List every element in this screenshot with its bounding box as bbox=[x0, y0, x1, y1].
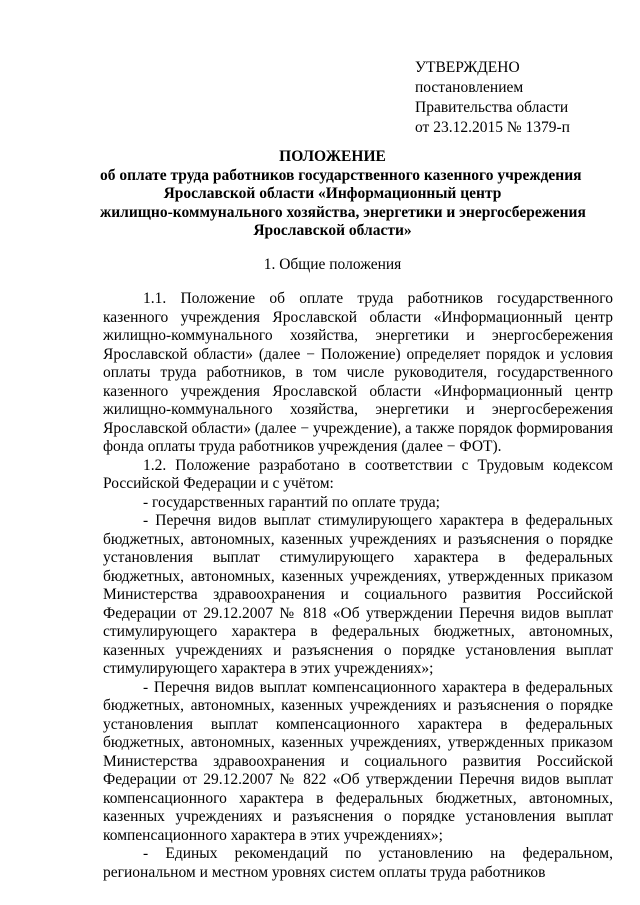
list-item-compensation-payments: - Перечня видов выплат компенсационного характера в федеральных бюджетных, автономных, казенных учреждениях и разъяснения о порядке установления выплат компенсационного характера в федеральных бюджетных, автономных, казенных учреждениях, утвержденных приказом Министерства здравоохранения и социального развития Российской Федерации от 29.12.2007 № 822 «Об утверждении Перечня видов выплат компенсационного характера в федеральных бюджетных, автономных, казенных учреждениях и разъяснения о порядке установления выплат компенсационного характера в этих учреждениях»; bbox=[103, 678, 613, 844]
approval-line-date-number: от 23.12.2015 № 1379-п bbox=[415, 119, 570, 136]
title-line-3: Ярославской области «Информационный центр bbox=[163, 185, 502, 202]
paragraph-1-1: 1.1. Положение об оплате труда работников государственного казенного учреждения Ярославской области «Информационный центр жилищно-коммунального хозяйства, энергетики и энергосбережения Ярославской области» (далее − Положение) определяет порядок и условия оплаты труда работников, в том числе руководителя, государственного казенного учреждения Ярославской области «Информационный центр жилищно-коммунального хозяйства, энергетики и энергосбережения Ярославской области» (далее − учреждение), а также порядок формирования фонда оплаты труда работников учреждения (далее − ФОТ). bbox=[103, 290, 613, 455]
title-line-1: ПОЛОЖЕНИЕ bbox=[279, 148, 386, 165]
approval-line-approved: УТВЕРЖДЕНО bbox=[415, 59, 520, 76]
list-item-incentive-payments: - Перечня видов выплат стимулирующего характера в федеральных бюджетных, автономных, казенных учреждениях и разъяснения о порядке установления выплат стимулирующего характера в федеральных бюджетных, автономных, казенных учреждениях, утвержденных приказом Министерства здравоохранения и социального развития Российской Федерации от 29.12.2007 № 818 «Об утверждении Перечня видов выплат стимулирующего характера в федеральных бюджетных, автономных, казенных учреждениях и разъяснения о порядке установления выплат стимулирующего характера в этих учреждениях»; bbox=[103, 512, 613, 677]
list-item-unified-recommendations: - Единых рекомендаций по установлению на федеральном, региональном и местном уровнях систем оплаты труда работников bbox=[103, 845, 613, 881]
approval-line-resolution: постановлением bbox=[415, 79, 524, 96]
list-item-guarantees: - государственных гарантий по оплате труда; bbox=[143, 493, 440, 511]
approval-stamp bbox=[415, 58, 625, 138]
document-body bbox=[103, 290, 613, 882]
title-line-2: об оплате труда работников государственного казенного учреждения bbox=[100, 166, 582, 184]
title-line-5: Ярославской области» bbox=[253, 222, 412, 239]
title-line-4: жилищно-коммунального хозяйства, энергетики и энергосбережения bbox=[100, 203, 586, 221]
section-heading-general: 1. Общие положения bbox=[263, 256, 402, 273]
document-title bbox=[100, 148, 586, 241]
approval-line-government: Правительства области bbox=[415, 99, 569, 116]
paragraph-1-2: 1.2. Положение разработано в соответствии с Трудовым кодексом Российской Федерации и с учётом: bbox=[103, 456, 613, 492]
